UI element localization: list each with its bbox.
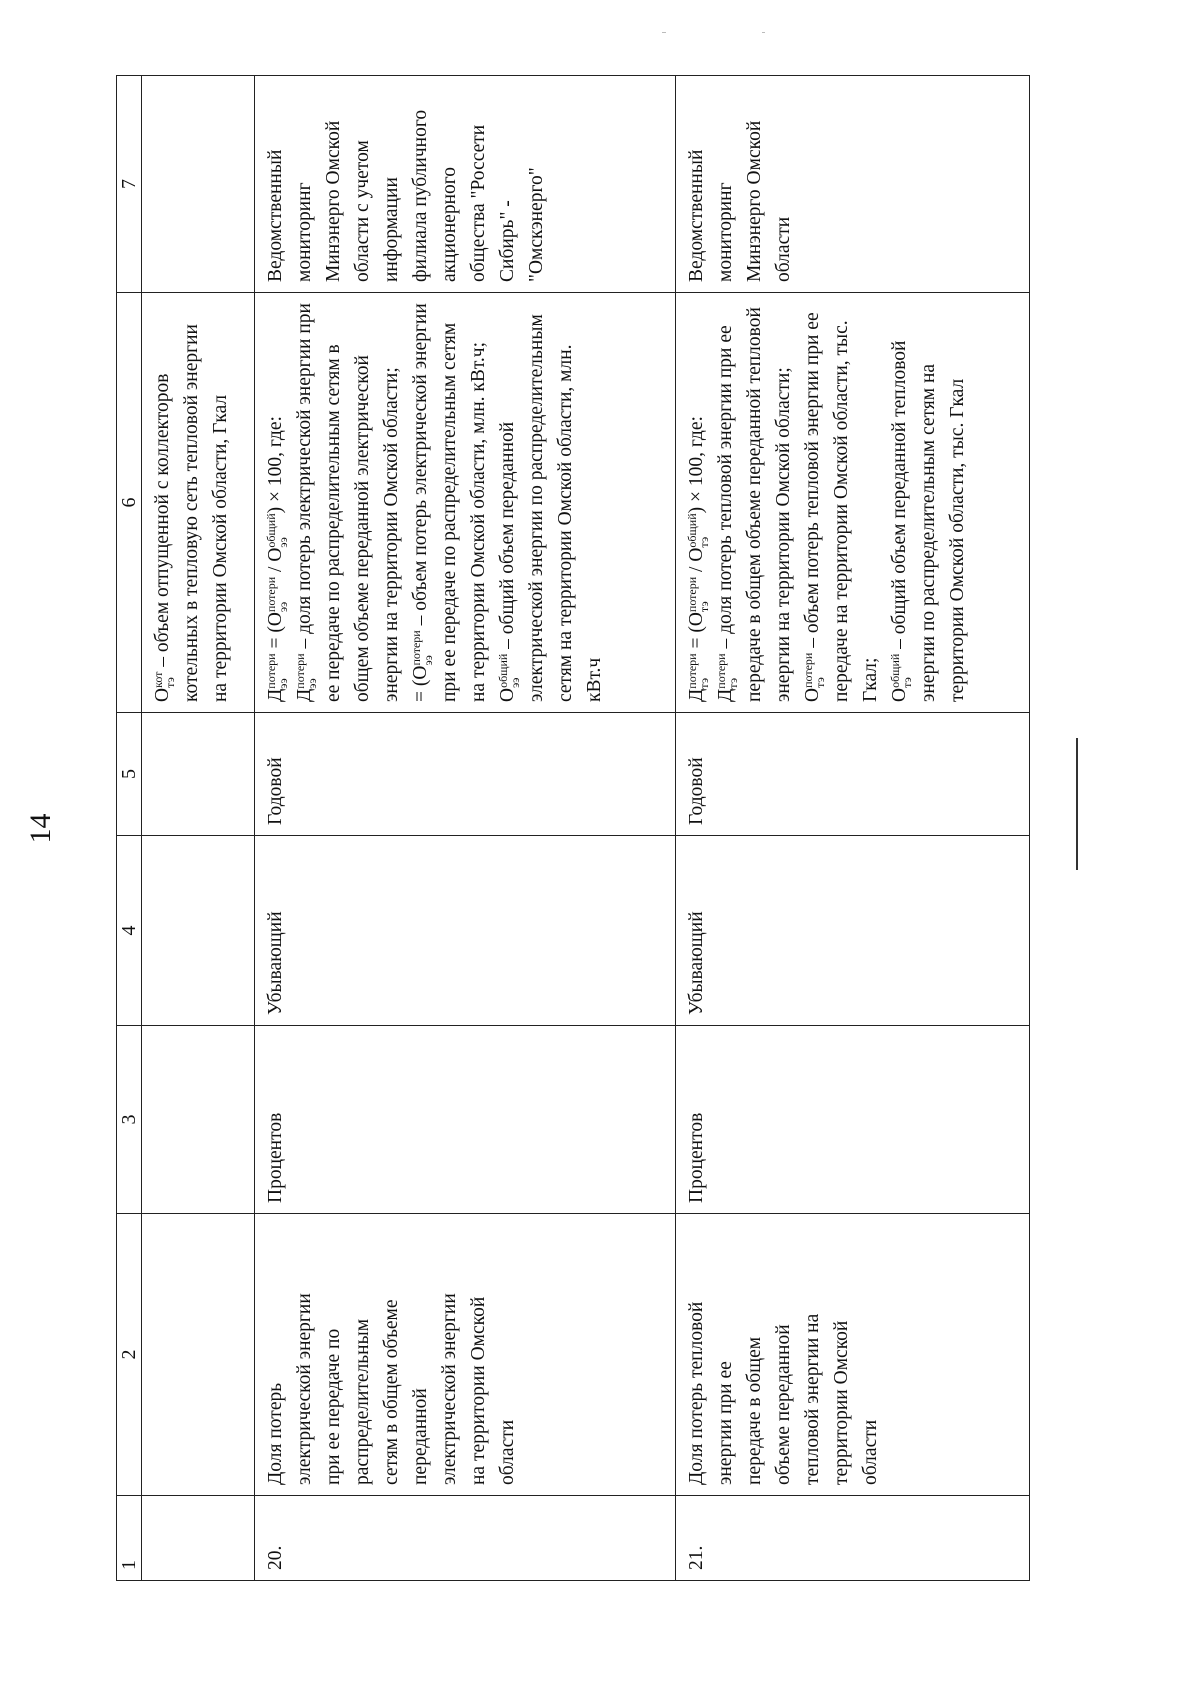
cell-empty — [142, 1214, 255, 1496]
formula-cell: Д потери ээ = (О потери ээ / О общий ээ ) × 100, где: Д потери ээ – доля потерь электрической энергии при ее передаче по распределительным сетям в общем объеме переданной электрической энергии на территории Омской области; = (О потери ээ – объем потерь электрической энергии при ее передаче по распределительным сетям на территории Омской области, млн. кВт.ч; О общий ээ – общий объем переданной электрической энергии по распределительным сетям на территории Омской области, млн. кВт.ч — [255, 293, 676, 713]
col-header-1: 1 — [117, 1496, 142, 1581]
row-number: 21. — [676, 1496, 1030, 1581]
end-rule — [1076, 738, 1078, 870]
data-source-cell: Ведомственный мониторинг Минэнерго Омской области с учетом информации филиала публичного акционерного общества "Россети Сибирь" - "Омскэнерго" — [255, 76, 676, 293]
table-row-21 — [676, 76, 1030, 1581]
cell-empty — [142, 836, 255, 1026]
data-source-cell: Ведомственный мониторинг Минэнерго Омской области — [676, 76, 1030, 293]
period-cell: Годовой — [255, 713, 676, 836]
cell-empty — [142, 713, 255, 836]
trend-cell: Убывающий — [255, 836, 676, 1026]
col-header-5: 5 — [117, 713, 142, 836]
formula-cell: Д потери тэ = (О потери тэ / О общий тэ ) × 100, где: Д потери тэ – доля потерь тепловой энергии при ее передаче в общем объеме переданной тепловой энергии на территории Омской области; О потери тэ – объем потерь тепловой энергии при ее передаче на территории Омской области, тыс. Гкал; О общий тэ – общий объем переданной тепловой энергии по распределительным сетям на территории Омской области, тыс. Гкал — [676, 293, 1030, 713]
indicators-table — [116, 75, 1030, 1581]
continued-formula-description: О кот тэ – объем отпущенной с коллекторов котельных в тепловую сеть тепловой энергии на территории Омской области, Гкал — [142, 293, 255, 713]
rotated-page — [24, 76, 1030, 1581]
indicator-name: Доля потерь электрической энергии при ее передаче по распределительным сетям в общем объеме переданной электрической энергии на территории Омской области — [255, 1214, 676, 1496]
col-header-6: 6 — [117, 293, 142, 713]
col-header-2: 2 — [117, 1214, 142, 1496]
scan-mark — [662, 32, 666, 33]
table-row-20 — [255, 76, 676, 1581]
row-number: 20. — [255, 1496, 676, 1581]
col-header-4: 4 — [117, 836, 142, 1026]
col-header-7: 7 — [117, 76, 142, 293]
table-row-continued — [142, 76, 255, 1581]
cell-empty — [142, 76, 255, 293]
col-header-3: 3 — [117, 1026, 142, 1214]
unit-cell: Процентов — [255, 1026, 676, 1214]
cell-empty — [142, 1496, 255, 1581]
unit-cell: Процентов — [676, 1026, 1030, 1214]
indicator-name: Доля потерь тепловой энергии при ее передаче в общем объеме переданной тепловой энергии на территории Омской области — [676, 1214, 1030, 1496]
page-number: 14 — [24, 813, 57, 844]
header-row — [117, 76, 142, 1581]
scan-mark — [762, 32, 765, 33]
trend-cell: Убывающий — [676, 836, 1030, 1026]
period-cell: Годовой — [676, 713, 1030, 836]
cell-empty — [142, 1026, 255, 1214]
